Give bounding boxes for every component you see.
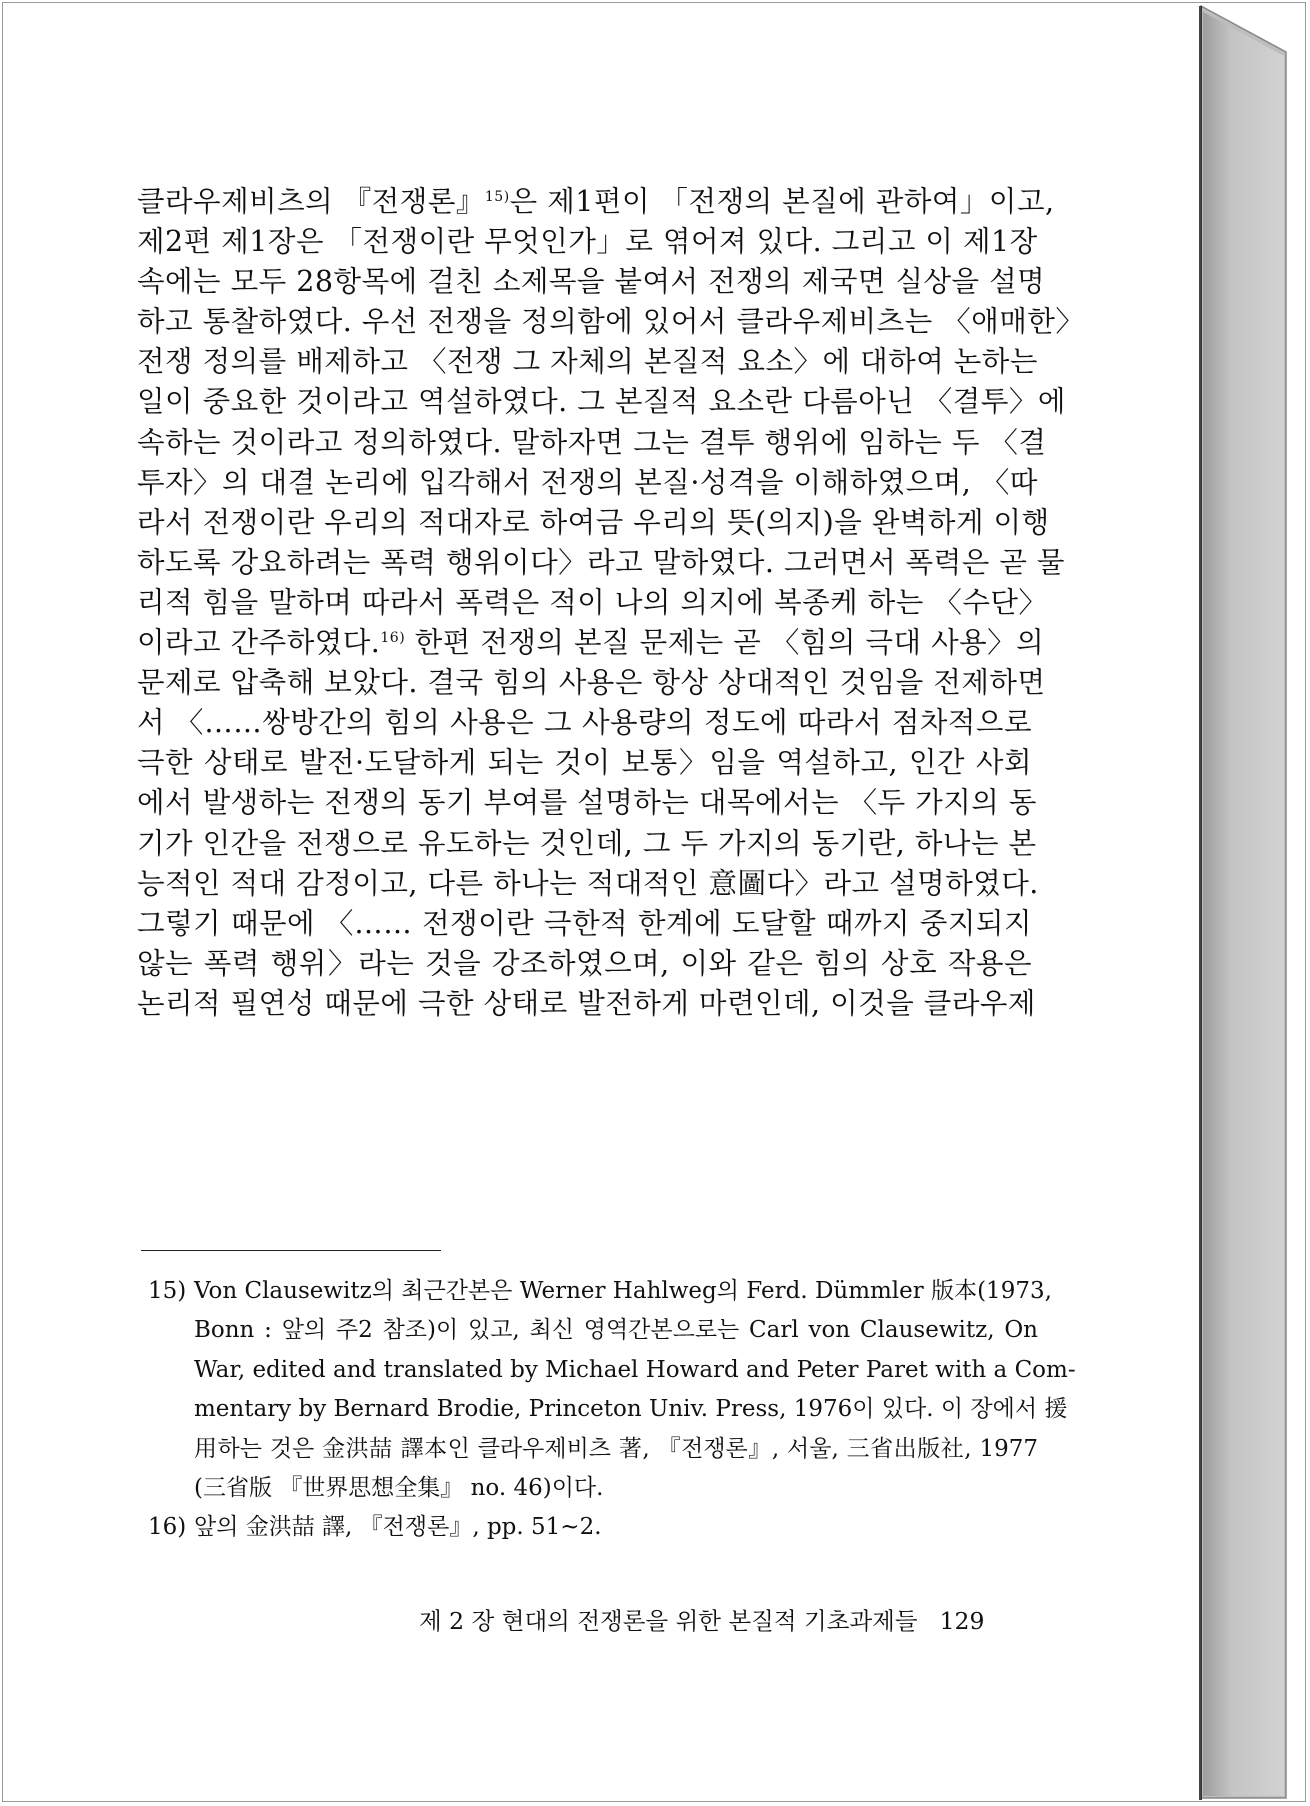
footnote-line: (三省版 『世界思想全集』 no. 46)이다. [194, 1475, 604, 1502]
body-line: 능적인 적대 감정이고, 다른 하나는 적대적인 意圖다〉라고 설명하였다. [137, 866, 1039, 900]
footnote-line: War, edited and translated by Michael Howard and Peter Paret with a Com- [194, 1356, 1076, 1383]
footnote-line: 用하는 것은 金洪喆 譯本인 클라우제비츠 著, 『전쟁론』, 서울, 三省出版社, 1977 [194, 1435, 1038, 1462]
footnotes [148, 1272, 1076, 1548]
footnote-line: Bonn : 앞의 주2 참조)이 있고, 최신 영역간본으로는 Carl von Clausewitz, On [194, 1317, 1038, 1344]
body-line: 일이 중요한 것이라고 역설하였다. 그 본질적 요소란 다름아닌 〈결투〉에 [137, 385, 1066, 419]
body-line: 논리적 필연성 때문에 극한 상태로 발전하게 마련인데, 이것을 클라우제 [137, 986, 1036, 1020]
chapter-title: 제 2 장 현대의 전쟁론을 위한 본질적 기초과제들 [419, 1607, 918, 1635]
body-text [137, 182, 1085, 1024]
body-line: 투자〉의 대결 논리에 입각해서 전쟁의 본질·성격을 이해하였으며, 〈따 [137, 465, 1038, 499]
body-line: 하고 통찰하였다. 우선 전쟁을 정의함에 있어서 클라우제비츠는 〈애매한〉 [137, 305, 1085, 339]
footnote-ref: 15) [484, 189, 510, 205]
body-line: 리적 힘을 말하며 따라서 폭력은 적이 나의 의지에 복종케 하는 〈수단〉 [137, 585, 1048, 619]
footnote-number: 15) [148, 1278, 187, 1304]
body-line: 속에는 모두 28항목에 걸친 소제목을 붙여서 전쟁의 제국면 실상을 설명 [137, 265, 1046, 299]
body-line: 극한 상태로 발전·도달하게 되는 것이 보통〉임을 역설하고, 인간 사회 [137, 746, 1032, 780]
footnote-line: mentary by Bernard Brodie, Princeton Univ. Press, 1976이 있다. 이 장에서 援 [194, 1396, 1068, 1423]
footnote-number: 16) [148, 1514, 187, 1541]
body-line: 기가 인간을 전쟁으로 유도하는 것인데, 그 두 가지의 동기란, 하나는 본 [137, 826, 1037, 860]
body-line: 않는 폭력 행위〉라는 것을 강조하였으며, 이와 같은 힘의 상호 작용은 [137, 946, 1032, 980]
footnote-15 [148, 1272, 1076, 1508]
body-line: 라서 전쟁이란 우리의 적대자로 하여금 우리의 뜻(의지)을 완벽하게 이행 [137, 505, 1050, 539]
footnote-divider [141, 1250, 441, 1251]
body-line: 속하는 것이라고 정의하였다. 말하자면 그는 결투 행위에 임하는 두 〈결 [137, 425, 1047, 459]
body-line: 에서 발생하는 전쟁의 동기 부여를 설명하는 대목에서는 〈두 가지의 동 [137, 786, 1037, 820]
running-footer [419, 1602, 1019, 1636]
footnote-16 [148, 1508, 1038, 1547]
body-line: 하도록 강요하려는 폭력 행위이다〉라고 말하였다. 그러면서 폭력은 곧 물 [137, 545, 1065, 579]
footnote-ref: 16) [380, 630, 406, 647]
body-line: 그렇기 때문에 〈…… 전쟁이란 극한적 한계에 도달할 때까지 중지되지 [137, 906, 1032, 940]
body-line: 문제로 압축해 보았다. 결국 힘의 사용은 항상 상대적인 것임을 전제하면 [137, 666, 1046, 700]
body-line: 제2편 제1장은 「전쟁이란 무엇인가」로 엮어져 있다. 그리고 이 제1장 [137, 225, 1038, 259]
page-number: 129 [939, 1607, 985, 1635]
body-line: 전쟁 정의를 배제하고 〈전쟁 그 자체의 본질적 요소〉에 대하여 논하는 [137, 345, 1038, 379]
body-line: 서 〈……쌍방간의 힘의 사용은 그 사용량의 정도에 따라서 점차적으로 [137, 706, 1032, 740]
body-line: 이라고 간주하였다.$^{16)}$ 한편 전쟁의 본질 문제는 곧 〈힘의 극대 사용〉의 [137, 626, 1045, 660]
footnote-line: 앞의 金洪喆 譯, 『전쟁론』, pp. 51~2. [194, 1514, 602, 1541]
body-line: 클라우제비츠의 『전쟁론』$^{15)}$은 제1편이 「전쟁의 본질에 관하여」이고, [137, 185, 1055, 218]
footnote-line: Von Clausewitz의 최근간본은 Werner Hahlweg의 Ferd. Dümmler 版本(1973, [194, 1278, 1052, 1304]
